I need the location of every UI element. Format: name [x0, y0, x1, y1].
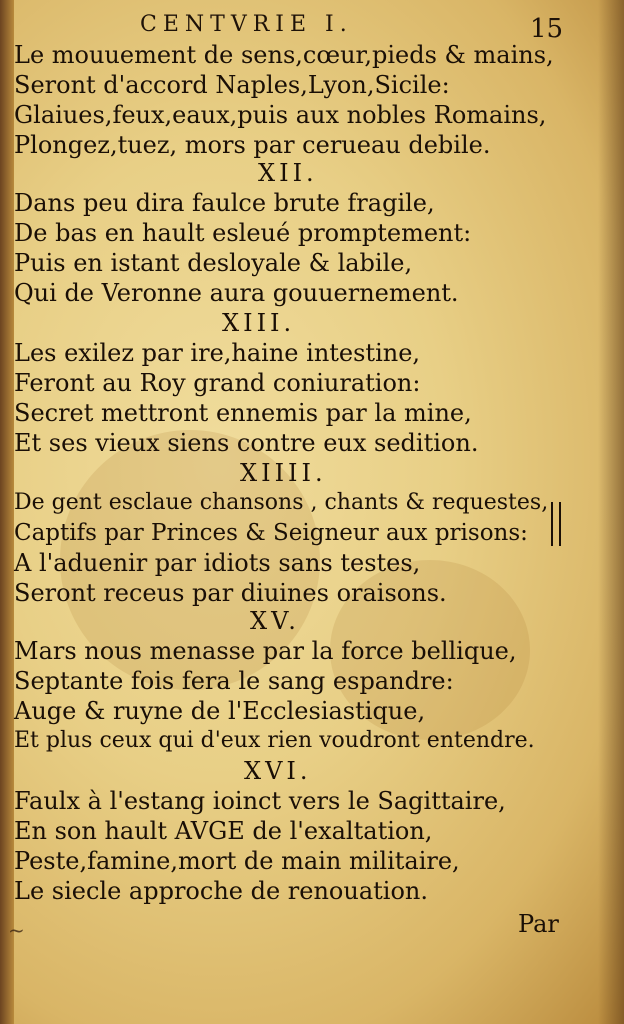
- verse-line: Septante fois fera le sang espandre:: [14, 667, 454, 695]
- verse-line: Mars nous menasse par la force bellique,: [14, 637, 517, 665]
- verse-line: Seront d'accord Naples,Lyon,Sicile:: [14, 71, 450, 99]
- quatrain-number: XIIII.: [240, 459, 327, 487]
- quatrain-number: XII.: [258, 159, 318, 187]
- verse-line: Feront au Roy grand coniuration:: [14, 369, 421, 397]
- verse-line: De bas en hault esleué promptement:: [14, 219, 472, 247]
- margin-scribble: ~: [8, 918, 25, 942]
- catchword: Par: [518, 910, 559, 938]
- verse-line: Secret mettront ennemis par la mine,: [14, 399, 472, 427]
- page-number: 15: [530, 14, 564, 44]
- verse-line: Faulx à l'estang ioinct vers le Sagittaire,: [14, 787, 506, 815]
- verse-line: Captifs par Princes & Seigneur aux prisons:: [14, 520, 528, 546]
- verse-line: Les exilez par ire,haine intestine,: [14, 339, 421, 367]
- verse-line: Seront receus par diuines oraisons.: [14, 579, 447, 607]
- verse-line: Le mouuement de sens,cœur,pieds & mains,: [14, 41, 554, 69]
- verse-line: Puis en istant desloyale & labile,: [14, 249, 413, 277]
- verse-line: Qui de Veronne aura gouuernement.: [14, 279, 459, 307]
- quatrain-number: XVI.: [244, 757, 312, 785]
- verse-line: Plongez,tuez, mors par cerueau debile.: [14, 131, 491, 159]
- verse-line: Le siecle approche de renouation.: [14, 877, 428, 905]
- verse-line: Auge & ruyne de l'Ecclesiastique,: [14, 697, 426, 725]
- verse-line: En son hault AVGE de l'exaltation,: [14, 817, 433, 845]
- verse-line: A l'aduenir par idiots sans testes,: [14, 549, 421, 577]
- verse-line: Glaiues,feux,eaux,puis aux nobles Romains,: [14, 101, 547, 129]
- quatrain-number: XIII.: [222, 309, 296, 337]
- verse-line: Et ses vieux siens contre eux sedition.: [14, 429, 479, 457]
- verse-line: Dans peu dira faulce brute fragile,: [14, 189, 435, 217]
- verse-line: Peste,famine,mort de main militaire,: [14, 847, 460, 875]
- quatrain-number: XV.: [250, 607, 300, 635]
- running-title: CENTVRIE I.: [140, 12, 353, 37]
- verse-line: Et plus ceux qui d'eux rien voudront entendre.: [14, 728, 535, 753]
- verse-line: De gent esclaue chansons , chants & requestes,: [14, 490, 549, 515]
- margin-bracket: [551, 502, 561, 546]
